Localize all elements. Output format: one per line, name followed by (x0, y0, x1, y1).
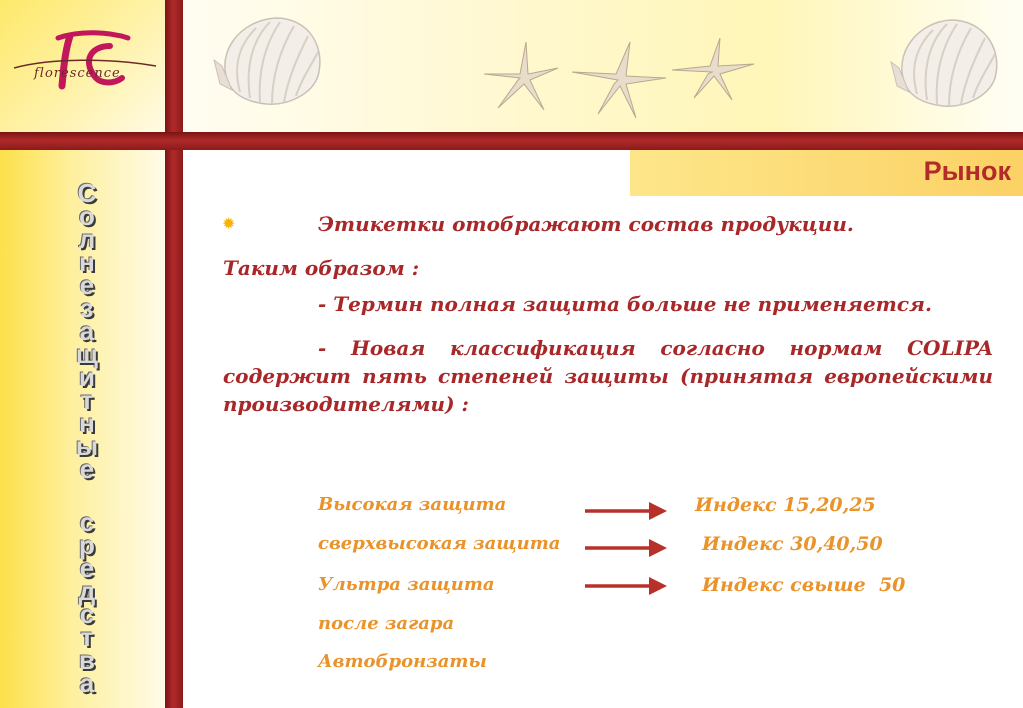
vertical-letter: е (79, 553, 95, 583)
point-line-2: - Новая классификация согласно нормам COLIPA содержит пять степеней защиты (принятая европейскими производителями) : (223, 336, 993, 416)
vertical-letter: е (79, 270, 95, 300)
vertical-letter: и (79, 362, 95, 392)
vertical-red-bar (165, 0, 183, 708)
vertical-letter: а (79, 316, 95, 346)
vertical-letter: С (77, 178, 97, 208)
vertical-letter: а (79, 668, 95, 698)
level-index-1: Индекс 15,20,25 (695, 494, 876, 516)
vertical-letter: с (79, 599, 95, 629)
vertical-letter: р (79, 530, 95, 560)
title-banner (630, 150, 1023, 196)
logo-text: florescence (34, 66, 121, 81)
vertical-letter: в (79, 645, 95, 675)
vertical-letter: н (79, 408, 95, 438)
vertical-letter: н (79, 247, 95, 277)
seashell-right-icon (885, 14, 1005, 112)
level-index-2: Индекс 30,40,50 (702, 533, 883, 555)
arrow-right-icon (585, 575, 669, 597)
page-title: Рынок (923, 156, 1011, 186)
arrow-right-icon (585, 537, 669, 559)
vertical-sidebar-word (52, 178, 122, 698)
level-name-4: после загара (318, 613, 455, 634)
seashell-left-icon (210, 12, 330, 110)
level-name-2: сверхвысокая защита (318, 533, 561, 554)
vertical-letter: о (79, 201, 95, 231)
vertical-letter: щ (76, 339, 98, 369)
level-name-5: Автобронзаты (318, 651, 487, 672)
level-index-3: Индекс свыше 50 (702, 574, 906, 596)
arrow-right-icon (585, 500, 669, 522)
starfish-decoration-icon (480, 38, 760, 118)
horizontal-red-bar (0, 132, 1023, 150)
vertical-letter: т (80, 622, 94, 652)
florescence-logo (10, 28, 160, 98)
vertical-letter: с (79, 507, 95, 537)
point-line-1: - Термин полная защита больше не применяется. (318, 292, 932, 316)
vertical-letter: д (78, 576, 96, 606)
subheading-line: Таким образом : (223, 256, 420, 280)
intro-line: Этикетки отображают состав продукции. (318, 212, 854, 236)
level-name-3: Ультра защита (318, 574, 495, 595)
vertical-letter: л (78, 224, 96, 254)
sun-bullet-icon: ✹ (222, 214, 236, 233)
vertical-letter: т (80, 385, 94, 415)
level-name-1: Высокая защита (318, 494, 507, 515)
vertical-letter: ы (75, 431, 99, 461)
vertical-letter: з (80, 293, 94, 323)
vertical-letter: е (79, 454, 95, 484)
